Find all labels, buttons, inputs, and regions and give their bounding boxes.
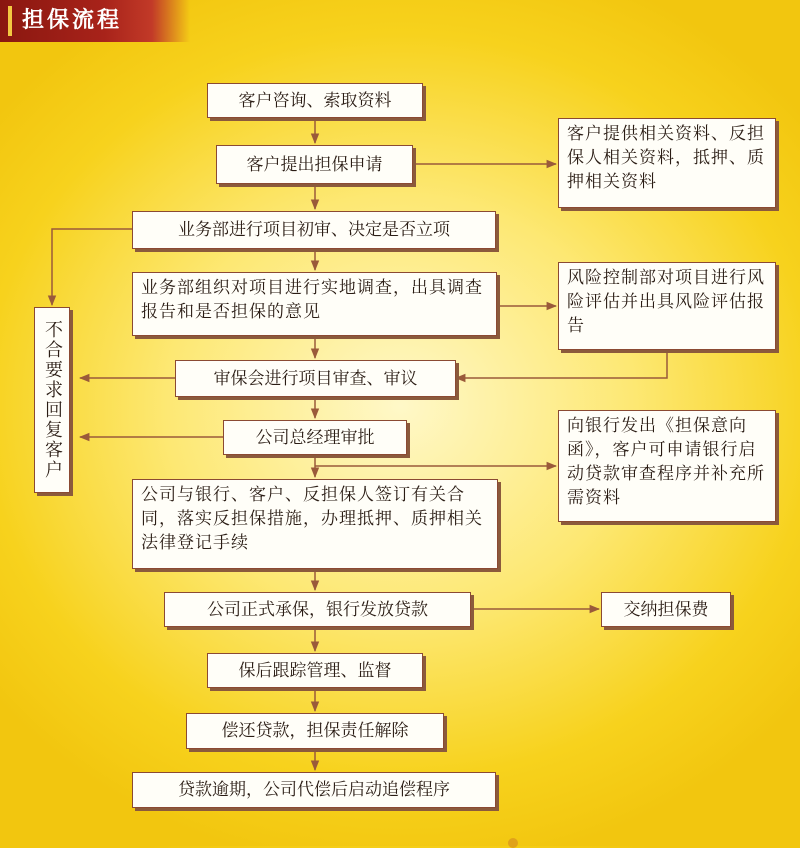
step-site-investigation: 业务部组织对项目进行实地调查，出具调查报告和是否担保的意见 [132,272,497,336]
note-bank-letter: 向银行发出《担保意向函》，客户可申请银行启动贷款审查程序并补充所需资料 [558,410,776,522]
page-title: 担保流程 [22,8,123,33]
step-committee-review: 审保会进行项目审查、审议 [175,360,456,397]
step-formal-underwriting: 公司正式承保，银行发放贷款 [164,592,471,627]
step-consultation: 客户咨询、索取资料 [207,83,423,118]
step-preliminary-review: 业务部进行项目初审、决定是否立项 [132,211,496,249]
decorative-dot [508,838,518,848]
note-risk-assessment: 风险控制部对项目进行风险评估并出具风险评估报告 [558,262,776,350]
step-repayment-release: 偿还贷款，担保责任解除 [186,713,444,749]
reject-reply-client: 不合要求回复客户 [34,307,70,493]
step-gm-approval: 公司总经理审批 [223,420,407,455]
step-post-guarantee-monitoring: 保后跟踪管理、监督 [207,653,423,688]
step-overdue-recovery: 贷款逾期，公司代偿后启动追偿程序 [132,772,496,808]
step-sign-contracts: 公司与银行、客户、反担保人签订有关合同，落实反担保措施，办理抵押、质押相关法律登记手续 [132,479,498,569]
arrow-s3-reject [52,229,132,305]
step-apply-guarantee: 客户提出担保申请 [216,145,413,184]
arrow-n2-s5 [456,350,667,378]
note-client-materials: 客户提供相关资料、反担保人相关资料，抵押、质押相关资料 [558,118,776,208]
note-guarantee-fee: 交纳担保费 [601,592,731,627]
